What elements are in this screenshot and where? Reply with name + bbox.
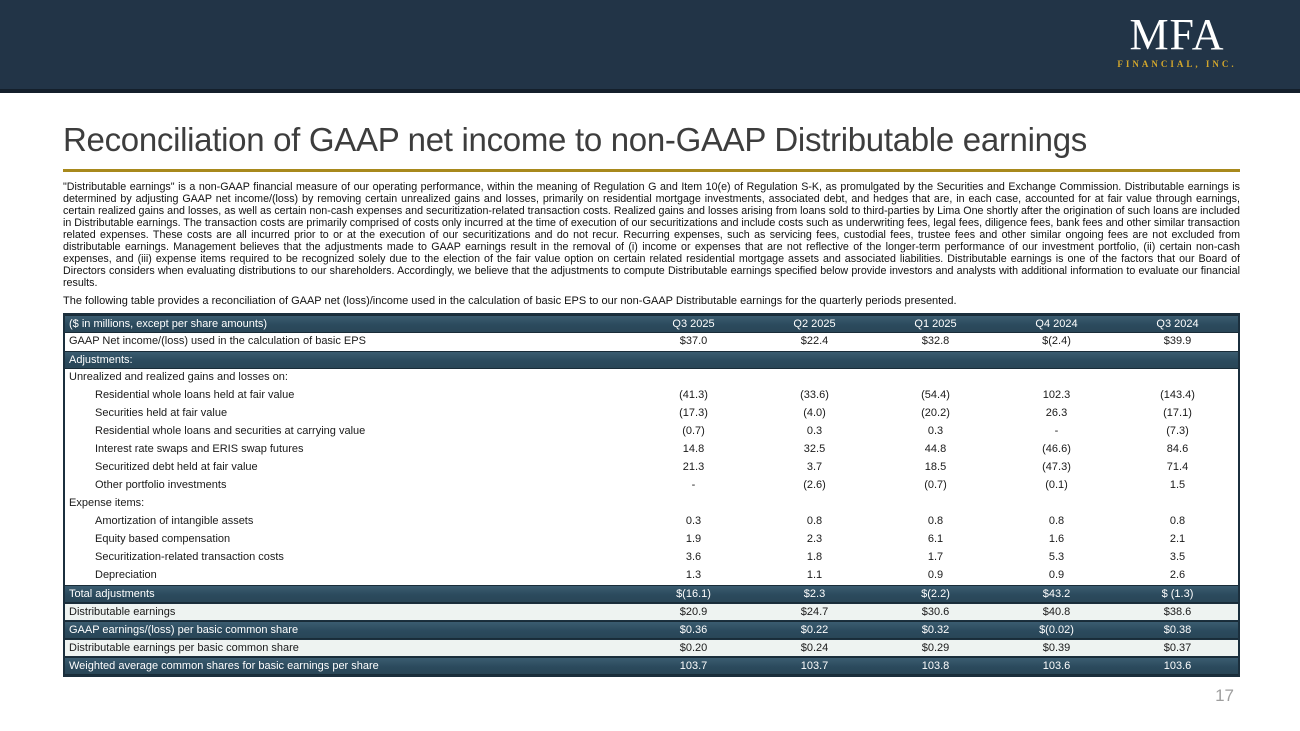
table-column-header: Q2 2025	[793, 318, 836, 330]
row-value: 5.3	[1048, 551, 1065, 563]
row-value: (0.7)	[924, 479, 947, 491]
row-value: $(2.4)	[1042, 335, 1071, 347]
row-value: 21.3	[682, 461, 705, 473]
row-label: Depreciation	[95, 569, 157, 581]
row-value: $30.6	[921, 606, 950, 618]
slide-content	[0, 120, 1300, 677]
table-row	[65, 477, 1238, 495]
row-value: (20.2)	[921, 407, 950, 419]
row-value: (47.3)	[1042, 461, 1071, 473]
row-value: $2.3	[803, 588, 826, 600]
table-row	[65, 513, 1238, 531]
row-value: $0.37	[1163, 642, 1192, 654]
row-value: (0.7)	[682, 425, 705, 437]
row-value: $38.6	[1163, 606, 1192, 618]
row-label: Residential whole loans held at fair value	[95, 389, 295, 401]
row-value: 1.1	[806, 569, 823, 581]
row-value: $22.4	[800, 335, 829, 347]
row-value: 0.9	[1048, 569, 1065, 581]
row-value: (54.4)	[921, 389, 950, 401]
row-value: -	[1054, 425, 1059, 437]
table-column-header: Q3 2025	[672, 318, 715, 330]
row-value: $0.38	[1163, 624, 1192, 636]
row-value: 2.6	[1169, 569, 1186, 581]
row-value: (7.3)	[1166, 425, 1189, 437]
row-label: Expense items:	[69, 497, 145, 509]
row-value: 102.3	[1042, 389, 1071, 401]
row-value: 3.7	[806, 461, 823, 473]
logo-wordmark: MFA	[1129, 10, 1225, 59]
row-value: (33.6)	[800, 389, 829, 401]
row-value: 103.7	[679, 660, 708, 672]
title-underline	[63, 169, 1240, 172]
row-value: $39.9	[1163, 335, 1192, 347]
row-value: 0.8	[806, 515, 823, 527]
row-value: $(16.1)	[676, 588, 711, 600]
table-row	[65, 567, 1238, 585]
row-value: 103.7	[800, 660, 829, 672]
row-label: Equity based compensation	[95, 533, 231, 545]
row-value: 2.1	[1169, 533, 1186, 545]
row-value: 103.8	[921, 660, 950, 672]
table-row	[65, 621, 1238, 639]
table-row	[65, 333, 1238, 351]
page-number: 17	[1215, 686, 1234, 705]
row-value: 1.5	[1169, 479, 1186, 491]
table-row	[65, 423, 1238, 441]
table-column-header: Q4 2024	[1035, 318, 1078, 330]
row-label: GAAP earnings/(loss) per basic common share	[69, 624, 299, 636]
row-value: $(2.2)	[921, 588, 950, 600]
header-band	[0, 0, 1300, 93]
row-value: $0.22	[800, 624, 829, 636]
table-unit-label: ($ in millions, except per share amounts)	[69, 318, 268, 330]
row-value: 26.3	[1045, 407, 1068, 419]
row-value: 84.6	[1166, 443, 1189, 455]
row-value: 103.6	[1163, 660, 1192, 672]
table-row	[65, 351, 1238, 369]
row-label: Securitization-related transaction costs	[95, 551, 284, 563]
row-value: 1.6	[1048, 533, 1065, 545]
table-column-header: Q3 2024	[1156, 318, 1199, 330]
row-label: Total adjustments	[69, 588, 155, 600]
row-value: 71.4	[1166, 461, 1189, 473]
row-label: Securitized debt held at fair value	[95, 461, 258, 473]
table-row	[65, 657, 1238, 675]
row-value: (41.3)	[679, 389, 708, 401]
row-value: (17.3)	[679, 407, 708, 419]
row-value: 32.5	[803, 443, 826, 455]
row-value: 0.3	[685, 515, 702, 527]
row-value: $32.8	[921, 335, 950, 347]
row-value: (46.6)	[1042, 443, 1071, 455]
row-value: (4.0)	[803, 407, 826, 419]
row-value: 1.3	[685, 569, 702, 581]
row-value: $0.24	[800, 642, 829, 654]
row-value: 18.5	[924, 461, 947, 473]
table-row	[65, 549, 1238, 567]
row-value: 1.9	[685, 533, 702, 545]
row-value: (143.4)	[1160, 389, 1195, 401]
row-value: 1.7	[927, 551, 944, 563]
table-intro: The following table provides a reconciliation of GAAP net (loss)/income used in the calculation of basic EPS to our non-GAAP Distributable earnings for the quarterly periods presented.	[63, 295, 957, 307]
row-value: (2.6)	[803, 479, 826, 491]
table-row	[65, 639, 1238, 657]
table-row	[65, 387, 1238, 405]
row-label: Weighted average common shares for basic earnings per share	[69, 660, 379, 672]
row-value: $37.0	[679, 335, 708, 347]
table-row	[65, 495, 1238, 513]
row-value: 103.6	[1042, 660, 1071, 672]
row-label: Securities held at fair value	[95, 407, 228, 419]
row-value: $43.2	[1042, 588, 1071, 600]
reconciliation-table	[63, 313, 1240, 677]
row-label: Other portfolio investments	[95, 479, 227, 491]
row-value: (0.1)	[1045, 479, 1068, 491]
table-row	[65, 369, 1238, 387]
row-value: 0.3	[927, 425, 944, 437]
row-value: 0.8	[1169, 515, 1186, 527]
row-value: 1.8	[806, 551, 823, 563]
disclosure-paragraph: "Distributable earnings" is a non-GAAP financial measure of our operating performance, within the meaning of Regulation G and Item 10(e) of Regulation S-K, as promulgated by the Securities and Exchange Commission. Distributable earnings is determined by adjusting GAAP net income/(loss) by removing certain unrealized gains and losses, primarily on residential mortgage investments, associated debt, and hedges that are, in each case, accounted for at fair value through earnings, certain realized gains and losses, as well as certain non-cash expenses and securitization-related transaction costs. Realized gains and losses arising from loans sold to third-parties by Lima One shortly after the origination of such loans are included in Distributable earnings. The transaction costs are primarily comprised of costs only incurred at the time of execution of our securitizations and include costs such as underwriting fees, legal fees, diligence fees, bank fees and other similar transaction related expenses. These costs are all incurred prior to or at the execution of our securitizations and do not recur. Recurring expenses, such as servicing fees, custodial fees, trustee fees and other similar ongoing fees are not excluded from distributable earnings. Management believes that the adjustments made to GAAP earnings result in the removal of (i) income or expenses that are not reflective of the longer-term performance of our investment portfolio, (ii) certain non-cash expenses, and (iii) expense items required to be recognized solely due to the election of the fair value option on certain related residential mortgage assets and associated liabilities. Distributable earnings is one of the factors that our Board of Directors considers when evaluating distributions to our shareholders. Accordingly, we believe that the adjustments to compute Distributable earnings specified below provide investors and analysts with additional information to evaluate our financial results.	[63, 181, 1240, 289]
table-column-header: Q1 2025	[914, 318, 957, 330]
row-value: 44.8	[924, 443, 947, 455]
table-row	[65, 459, 1238, 477]
table-row	[65, 441, 1238, 459]
logo-subtitle: FINANCIAL, INC.	[1117, 59, 1237, 69]
row-label: Adjustments:	[69, 354, 133, 366]
row-value: $ (1.3)	[1161, 588, 1194, 600]
table-row	[65, 603, 1238, 621]
row-value: $0.29	[921, 642, 950, 654]
row-label: Interest rate swaps and ERIS swap futures	[95, 443, 304, 455]
row-value: 0.9	[927, 569, 944, 581]
row-value: 2.3	[806, 533, 823, 545]
table-row	[65, 585, 1238, 603]
row-value: $(0.02)	[1039, 624, 1074, 636]
row-label: Distributable earnings per basic common share	[69, 642, 299, 654]
row-label: Residential whole loans and securities at carrying value	[95, 425, 366, 437]
row-value: 14.8	[682, 443, 705, 455]
row-value: $20.9	[679, 606, 708, 618]
table-row	[65, 405, 1238, 423]
row-label: GAAP Net income/(loss) used in the calculation of basic EPS	[69, 335, 366, 347]
row-value: $0.36	[679, 624, 708, 636]
page-title: Reconciliation of GAAP net income to non-GAAP Distributable earnings	[63, 121, 1087, 158]
row-value: 3.5	[1169, 551, 1186, 563]
row-value: 0.8	[1048, 515, 1065, 527]
row-label: Distributable earnings	[69, 606, 176, 618]
row-value: (17.1)	[1163, 407, 1192, 419]
row-value: $0.32	[921, 624, 950, 636]
row-value: $0.39	[1042, 642, 1071, 654]
row-label: Unrealized and realized gains and losses on:	[69, 371, 288, 383]
table-row	[65, 531, 1238, 549]
row-value: 3.6	[685, 551, 702, 563]
row-value: 0.8	[927, 515, 944, 527]
row-value: $0.20	[679, 642, 708, 654]
row-value: -	[691, 479, 696, 491]
table-header-row	[65, 315, 1238, 333]
mfa-logo	[1112, 10, 1242, 69]
row-value: $40.8	[1042, 606, 1071, 618]
row-value: 6.1	[927, 533, 944, 545]
row-value: $24.7	[800, 606, 829, 618]
row-value: 0.3	[806, 425, 823, 437]
row-label: Amortization of intangible assets	[95, 515, 254, 527]
